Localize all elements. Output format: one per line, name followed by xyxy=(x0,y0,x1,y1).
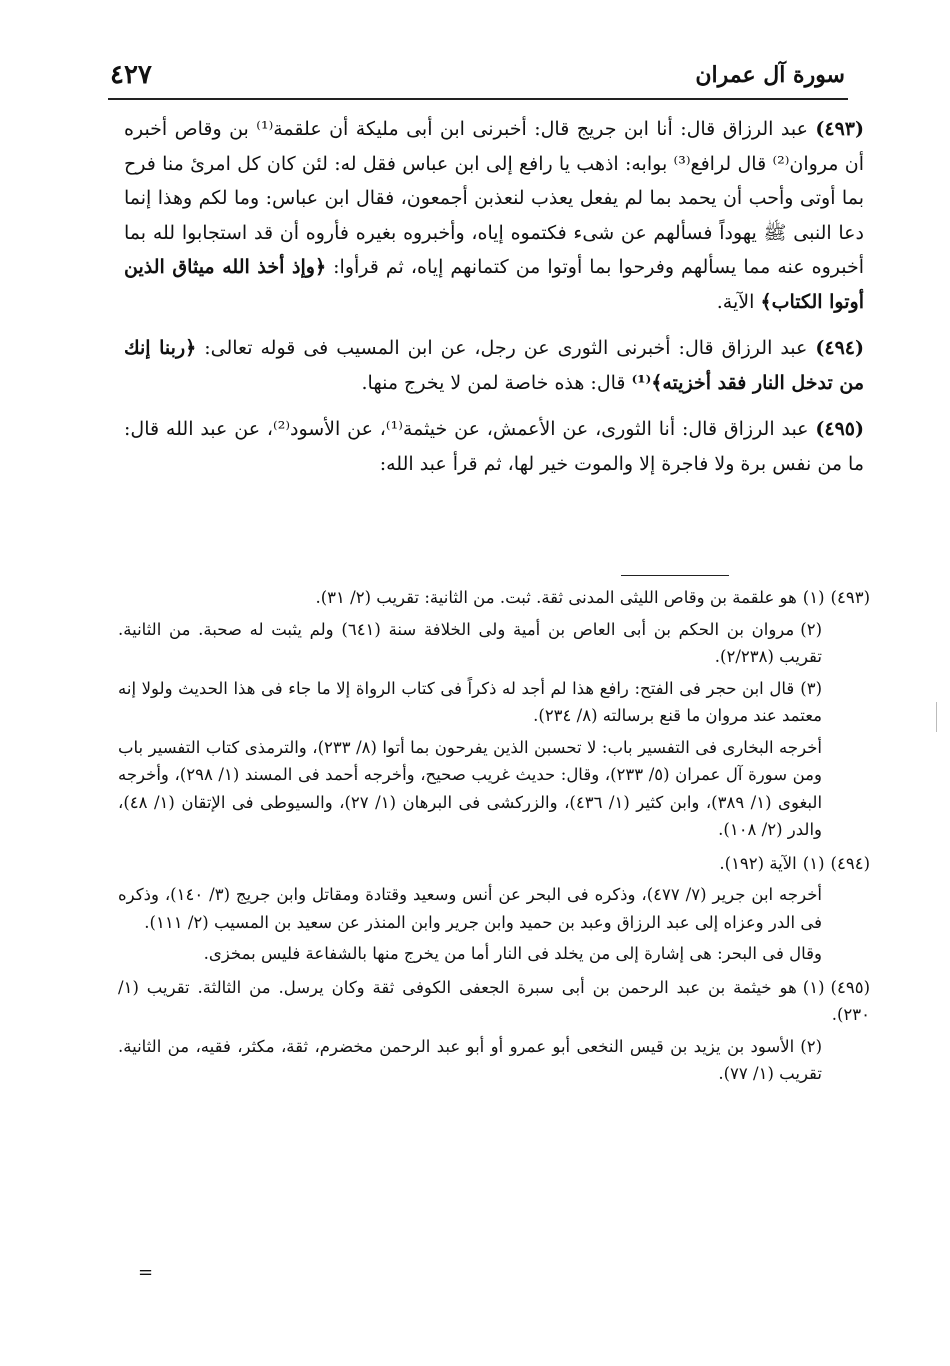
footnote-text: أخرجه البخارى فى التفسير باب: لا تحسبن الذين يفرحون بما أتوا (٨/ ٢٣٣)، والترمذى كتاب التفسير باب ومن سورة آل عمران (٥/ ٢٣٣)، وقال: حديث غريب صحيح، وأخرجه أحمد فى المسند (١/ ٢٩٨)، وأخرجه البغوى (١/ ٣٨٩)، وابن كثير (١/ ٤٣٦)، والزركشى فى البرهان (١/ ٢٧)، والسيوطى فى الإتقان (١/ ٤٨)، والدر (٢/ ١٠٨). xyxy=(118,737,823,839)
footnote-number: (١) xyxy=(802,977,825,997)
quran-quote: ﴿ربنا إنك من تدخل النار فقد أخزيته﴾⁽¹⁾ xyxy=(124,337,864,394)
footnote-continuation xyxy=(118,881,870,936)
hadith-495 xyxy=(124,412,864,481)
page-number: ٤٢٧ xyxy=(110,60,152,90)
main-text xyxy=(124,112,864,493)
footnote xyxy=(118,974,870,1029)
footnote xyxy=(118,584,870,612)
footnote-text: الأسود بن يزيد بن قيس النخعى أبو عمرو أو أبو عبد الرحمن مخضرم، ثقة، مكثر، فقيه، من الثانية. تقريب (١/ ٧٧). xyxy=(118,1036,822,1083)
continuation-mark: = xyxy=(138,1262,154,1283)
footnote-number: (٢) xyxy=(800,1036,822,1056)
footnotes xyxy=(118,584,870,1094)
footnote-text: الآية (١٩٢). xyxy=(719,853,797,873)
footnote-group-494 xyxy=(118,850,870,968)
page-header xyxy=(110,60,845,98)
footnote-number: (٣) xyxy=(800,678,822,698)
footnote-continuation xyxy=(118,734,870,844)
footnote-number: (١) xyxy=(802,853,825,873)
footnote-text: قال ابن حجر فى الفتح: رافع هذا لم أجد له ذكراً فى كتاب الرواة إلا ما جاء فى هذا الحديث ولولا إنه معتمد عند مروان ما قنع برسالته (٨/ ٢٣٤). xyxy=(118,678,822,725)
hadith-text: عبد الرزاق قال: أنا الثورى، عن الأعمش، عن خيثمة⁽¹⁾، عن الأسود⁽²⁾، عن عبد الله قال: ما من نفس برة ولا فاجرة إلا والموت خير لها، ثم قرأ عبد الله: xyxy=(124,418,864,475)
footnote-continuation xyxy=(118,940,870,968)
footnote-group-493 xyxy=(118,584,870,844)
footnote xyxy=(118,1033,870,1088)
footnote-number: (٢) xyxy=(800,619,822,639)
footnote-text: مروان بن الحكم بن أبى العاص بن أمية ولى الخلافة سنة (٦٤١) ولم يثبت له صحبة. من الثانية. تقريب (٢/٢٣٨). xyxy=(118,619,822,666)
hadith-tail: الآية. xyxy=(716,290,755,313)
scan-margin-mark xyxy=(936,702,937,732)
footnote-group-label: (٤٩٥) xyxy=(830,977,870,997)
hadith-number: (٤٩٣) xyxy=(815,118,865,140)
footnote-number: (١) xyxy=(802,588,825,607)
footnote-text: وقال فى البحر: هى إشارة إلى من يخلد فى النار أما من يخرج منها بالشفاعة فليس بمخزى. xyxy=(203,944,822,963)
footnote-separator xyxy=(621,575,729,576)
hadith-text: عبد الرزاق قال: أنا ابن جريج قال: أخبرنى ابن أبى مليكة أن علقمة⁽¹⁾ بن وقاص أخبره أن مروان⁽²⁾ قال لرافع⁽³⁾ بوابه: اذهب يا رافع إلى ابن عباس فقل له: لئن كان كل امرئ منا فرح بما أوتى وأحب أن يحمد بما لم يفعل يعذب لنعذبن أجمعون، فقال ابن عباس: وما لكم وهذا إنما دعا النبى ﷺ يهوداً فسألهم عن شىء فكتموه إياه، وأخبروه بغيره فأروه أن قد استجابوا لله بما أخبروه عنه مما يسألهم وفرحوا بما أوتوا من كتمانهم إياه، ثم قرأوا: xyxy=(124,118,865,278)
footnote-text: أخرجه ابن جرير (٧/ ٤٧٧)، وذكره فى البحر عن أنس وسعيد وقتادة ومقاتل وابن جريج (٣/ ١٤٠)، وذكره فى الدر وعزاه إلى عبد الرزاق وعبد بن حميد وابن جرير وابن المنذر عن سعيد بن المسيب (٢/ ١١١). xyxy=(118,885,822,932)
footnote xyxy=(118,616,870,671)
hadith-number: (٤٩٥) xyxy=(815,418,865,440)
hadith-tail: قال: هذه خاصة لمن لا يخرج منها. xyxy=(361,371,626,394)
hadith-text: عبد الرزاق قال: أخبرنى الثورى عن رجل، عن ابن المسيب فى قوله تعالى: xyxy=(204,337,808,359)
footnote-text: هو علقمة بن وقاص الليثى المدنى ثقة. ثبت. من الثانية: تقريب (٢/ ٣١). xyxy=(315,588,797,607)
footnote-group-495 xyxy=(118,974,870,1088)
footnote xyxy=(118,675,870,730)
footnote-text: هو خيثمة بن عبد الرحمن بن أبى سبرة الجعفى الكوفى ثقة وكان يرسل. من الثالثة. تقريب (١/ ٢٣٠). xyxy=(118,977,870,1024)
footnote-group-label: (٤٩٤) xyxy=(830,853,870,873)
hadith-494 xyxy=(124,331,864,400)
quran-quote: ﴿وإذ أخذ الله ميثاق الذين أوتوا الكتاب﴾ xyxy=(124,256,864,313)
header-rule xyxy=(108,98,848,100)
footnote xyxy=(118,850,870,878)
hadith-493 xyxy=(124,112,864,319)
hadith-number: (٤٩٤) xyxy=(815,337,864,359)
footnote-group-label: (٤٩٣) xyxy=(830,588,870,607)
surah-title: سورة آل عمران xyxy=(695,62,845,88)
